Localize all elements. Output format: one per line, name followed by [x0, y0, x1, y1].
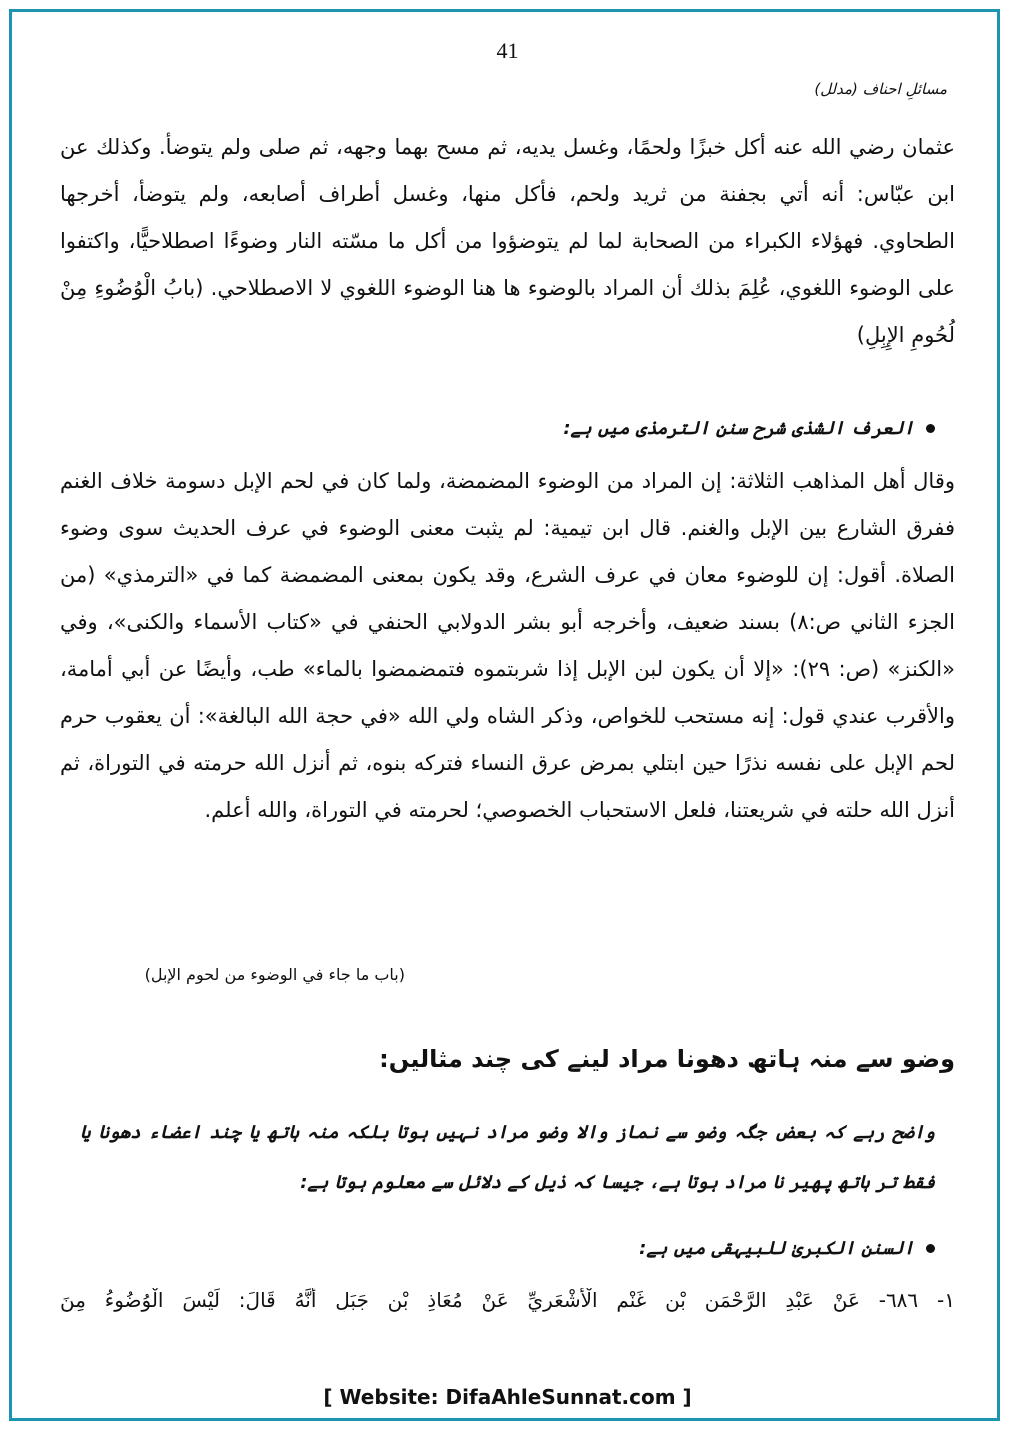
source-reference: (باب ما جاء في الوضوء من لحوم الإبل) — [144, 965, 405, 984]
heading-sunan-kubra — [639, 1238, 935, 1259]
heading-urf-shadhi-text: العرف الشذی شرح سنن الترمذی میں ہے: — [563, 418, 914, 439]
bullet-icon — [926, 1244, 935, 1253]
website-footer: [ Website: DifaAhleSunnat.com ] — [323, 1385, 692, 1409]
heading-urf-shadhi — [563, 418, 935, 439]
hadith-line: ١- ٦٨٦- عَنْ عَبْدِ الرَّحْمَنِ بْنِ غَنْمٍ الْأَشْعَرِيِّ عَنْ مُعَاذِ بْنِ جَبَلٍ أَنَّهُ قَالَ: لَيْسَ الْوُضُوءُ مِنَ — [60, 1288, 955, 1312]
bullet-icon — [926, 424, 935, 433]
urdu-paragraph: واضح رہے کہ بعض جگہ وضو سے نماز والا وضو مراد نہیں ہوتا بلکہ منہ ہاتھ یا چند اعضاء دھونا یا فقط تر ہاتھ پھیر نا مراد ہوتا ہے، جیسا کہ ذیل کے دلائل سے معلوم ہوتا ہے: — [80, 1122, 935, 1193]
page-number: 41 — [496, 38, 519, 63]
running-head: مسائلِ احناف (مدلل) — [814, 80, 947, 98]
section-title: وضو سے منہ ہاتھ دھونا مراد لینے کی چند مثالیں: — [379, 1045, 955, 1073]
arabic-paragraph-2: وقال أهل المذاهب الثلاثة: إن المراد من الوضوء المضمضة، ولما كان في لحم الإبل دسومة خلاف الغنم ففرق الشارع بين الإبل والغنم. قال ابن تيمية: لم يثبت معنى الوضوء في عرف الحديث سوى وضوء الصلاة. أقول: إن للوضوء معان في عرف الشرع، وقد يكون بمعنى المضمضة كما في «الترمذي» (من الجزء الثاني ص:٨) بسند ضعيف، وأخرجه أبو بشر الدولابي الحنفي في «كتاب الأسماء والكنى»، وفي «الكنز» (ص: ٢٩): «إلا أن يكون لبن الإبل إذا شربتموه فتمضمضوا بالماء» طب، وأيضًا عن أبي أمامة، والأقرب عندي قول: إنه مستحب للخواص، وذكر الشاه ولي الله «في حجة الله البالغة»: أن يعقوب حرم لحم الإبل على نفسه نذرًا حين ابتلي بمرض عرق النساء فتركه بنوه، ثم أنزل الله حرمته في التوراة، ثم أنزل الله حلته في شريعتنا، فلعل الاستحباب الخصوصي؛ لحرمته في التوراة، والله أعلم. — [60, 469, 955, 822]
heading-sunan-kubra-text: السنن الکبریٰ للبیہقی میں ہے: — [639, 1238, 914, 1259]
arabic-paragraph-1: عثمان رضي الله عنه أكل خبزًا ولحمًا، وغسل يديه، ثم مسح بهما وجهه، ثم صلى ولم يتوضأ. وكذلك عن ابن عبّاس: أنه أتي بجفنة من ثريد ولحم، فأكل منها، وغسل أطراف أصابعه، ولم يتوضأ، أخرجها الطحاوي. فهؤلاء الكبراء من الصحابة لما لم يتوضؤوا من أكل ما مسّته النار وضوءًا اصطلاحيًّا، واكتفوا على الوضوء اللغوي، عُلِمَ بذلك أن المراد بالوضوء ها هنا الوضوء اللغوي لا الاصطلاحي. (بابُ الْوُضُوءِ مِنْ لُحُومِ الإِبِلِ) — [60, 135, 955, 347]
